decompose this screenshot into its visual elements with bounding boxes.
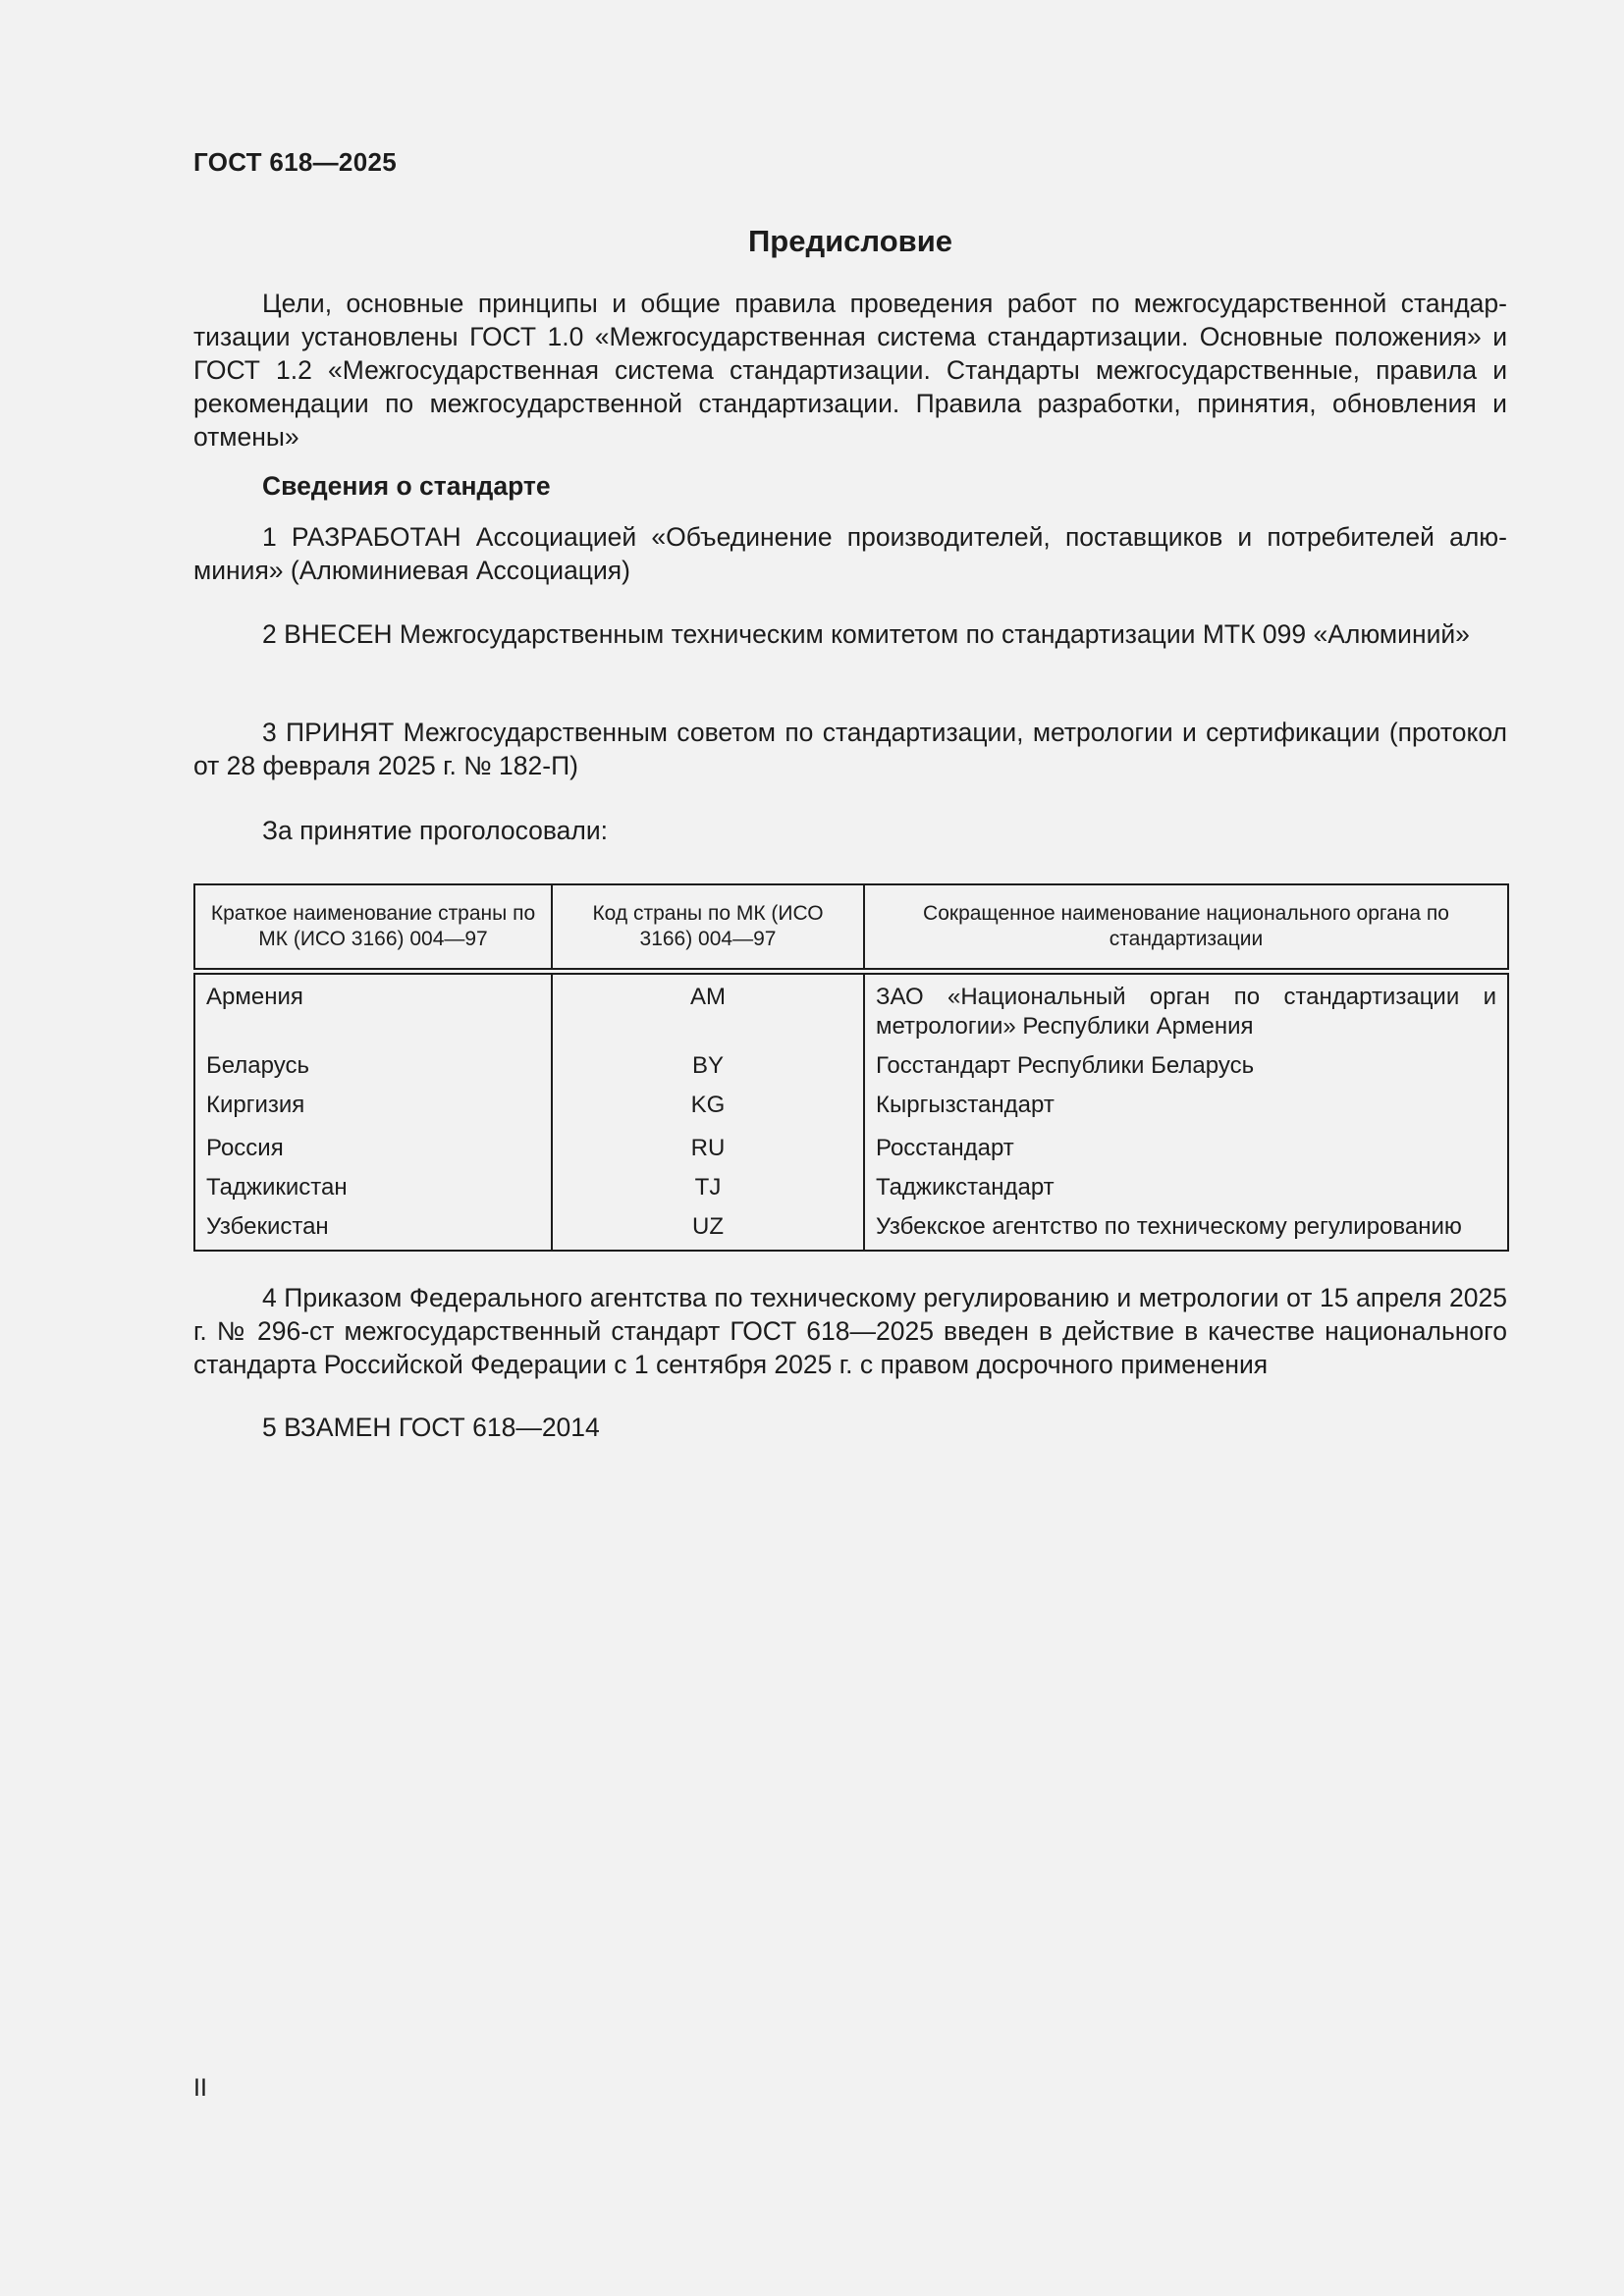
cell-body: Таджикстандарт <box>876 1174 1055 1201</box>
document-code-header: ГОСТ 618—2025 <box>193 147 397 177</box>
cell-body: ЗАО «Национальный орган по стандартизации и метрологии» Республики Армения <box>876 984 1496 1040</box>
cell-country: Беларусь <box>194 1045 552 1085</box>
cell-country: Россия <box>194 1124 552 1167</box>
document-page <box>193 0 1507 2296</box>
cell-country: Узбекистан <box>194 1206 552 1251</box>
cell-code: AM <box>552 972 864 1046</box>
cell-country: Киргизия <box>194 1085 552 1124</box>
intro-paragraph: Цели, основные принципы и общие правила проведения работ по межгосударственной стандартизации установлены ГОСТ 1.0 «Межгосударственная система стандартизации. Основные положения» и ГОСТ 1.2 «Межгосударственная система стандартизации. Стандарты межгосударственные, правила и рекомендации по межгосударственной стандартизации. Правила разработки, принятия, обновления и отмены» <box>193 289 1507 452</box>
cell-code: UZ <box>552 1206 864 1251</box>
table-header-row <box>194 884 1508 972</box>
page-number: II <box>193 2074 207 2102</box>
cell-body: Госстандарт Республики Беларусь <box>876 1052 1255 1079</box>
cell-code: KG <box>552 1085 864 1124</box>
cell-code: RU <box>552 1124 864 1167</box>
item-developed: 1 РАЗРАБОТАН Ассоциацией «Объединение производителей, поставщиков и потребителей алюминия» (Алюминиевая Ассоциация) <box>193 522 1507 585</box>
table-row <box>194 1124 1508 1167</box>
voting-countries-table <box>193 883 1509 1252</box>
item-introduced: 2 ВНЕСЕН Межгосударственным техническим комитетом по стандартизации МТК 099 «Алюминий» <box>262 619 1470 649</box>
table-row <box>194 1206 1508 1251</box>
item-adopted: 3 ПРИНЯТ Межгосударственным советом по стандартизации, метрологии и сертификации (протокол от 28 февраля 2025 г. № 182-П) <box>193 718 1507 780</box>
table-row <box>194 972 1508 1046</box>
cell-code: BY <box>552 1045 864 1085</box>
voted-intro: За принятие проголосовали: <box>262 816 609 845</box>
cell-body: Узбекское агентство по техническому регулированию <box>876 1213 1462 1240</box>
cell-body: Росстандарт <box>876 1135 1014 1161</box>
header-body: Сокращенное наименование национального органа по стандартизации <box>864 884 1508 972</box>
item-order: 4 Приказом Федерального агентства по техническому регулированию и метрологии от 15 апреля 2025 г. № 296-ст межгосударственный стандарт ГОСТ 618—2025 введен в действие в качестве национального стандарта Российской Федерации с 1 сентября 2025 г. с правом досрочного применения <box>193 1283 1507 1379</box>
cell-country: Таджикистан <box>194 1167 552 1206</box>
header-code: Код страны по МК (ИСО 3166) 004—97 <box>552 884 864 972</box>
table-row <box>194 1045 1508 1085</box>
about-standard-heading: Сведения о стандарте <box>262 471 551 501</box>
cell-body: Кыргызстандарт <box>876 1092 1055 1118</box>
table-row <box>194 1167 1508 1206</box>
item-replaces: 5 ВЗАМЕН ГОСТ 618—2014 <box>262 1413 600 1442</box>
table-row <box>194 1085 1508 1124</box>
cell-code: TJ <box>552 1167 864 1206</box>
page-title: Предисловие <box>747 224 952 258</box>
header-country: Краткое наименование страны по МК (ИСО 3166) 004—97 <box>194 884 552 972</box>
cell-country: Армения <box>194 972 552 1046</box>
